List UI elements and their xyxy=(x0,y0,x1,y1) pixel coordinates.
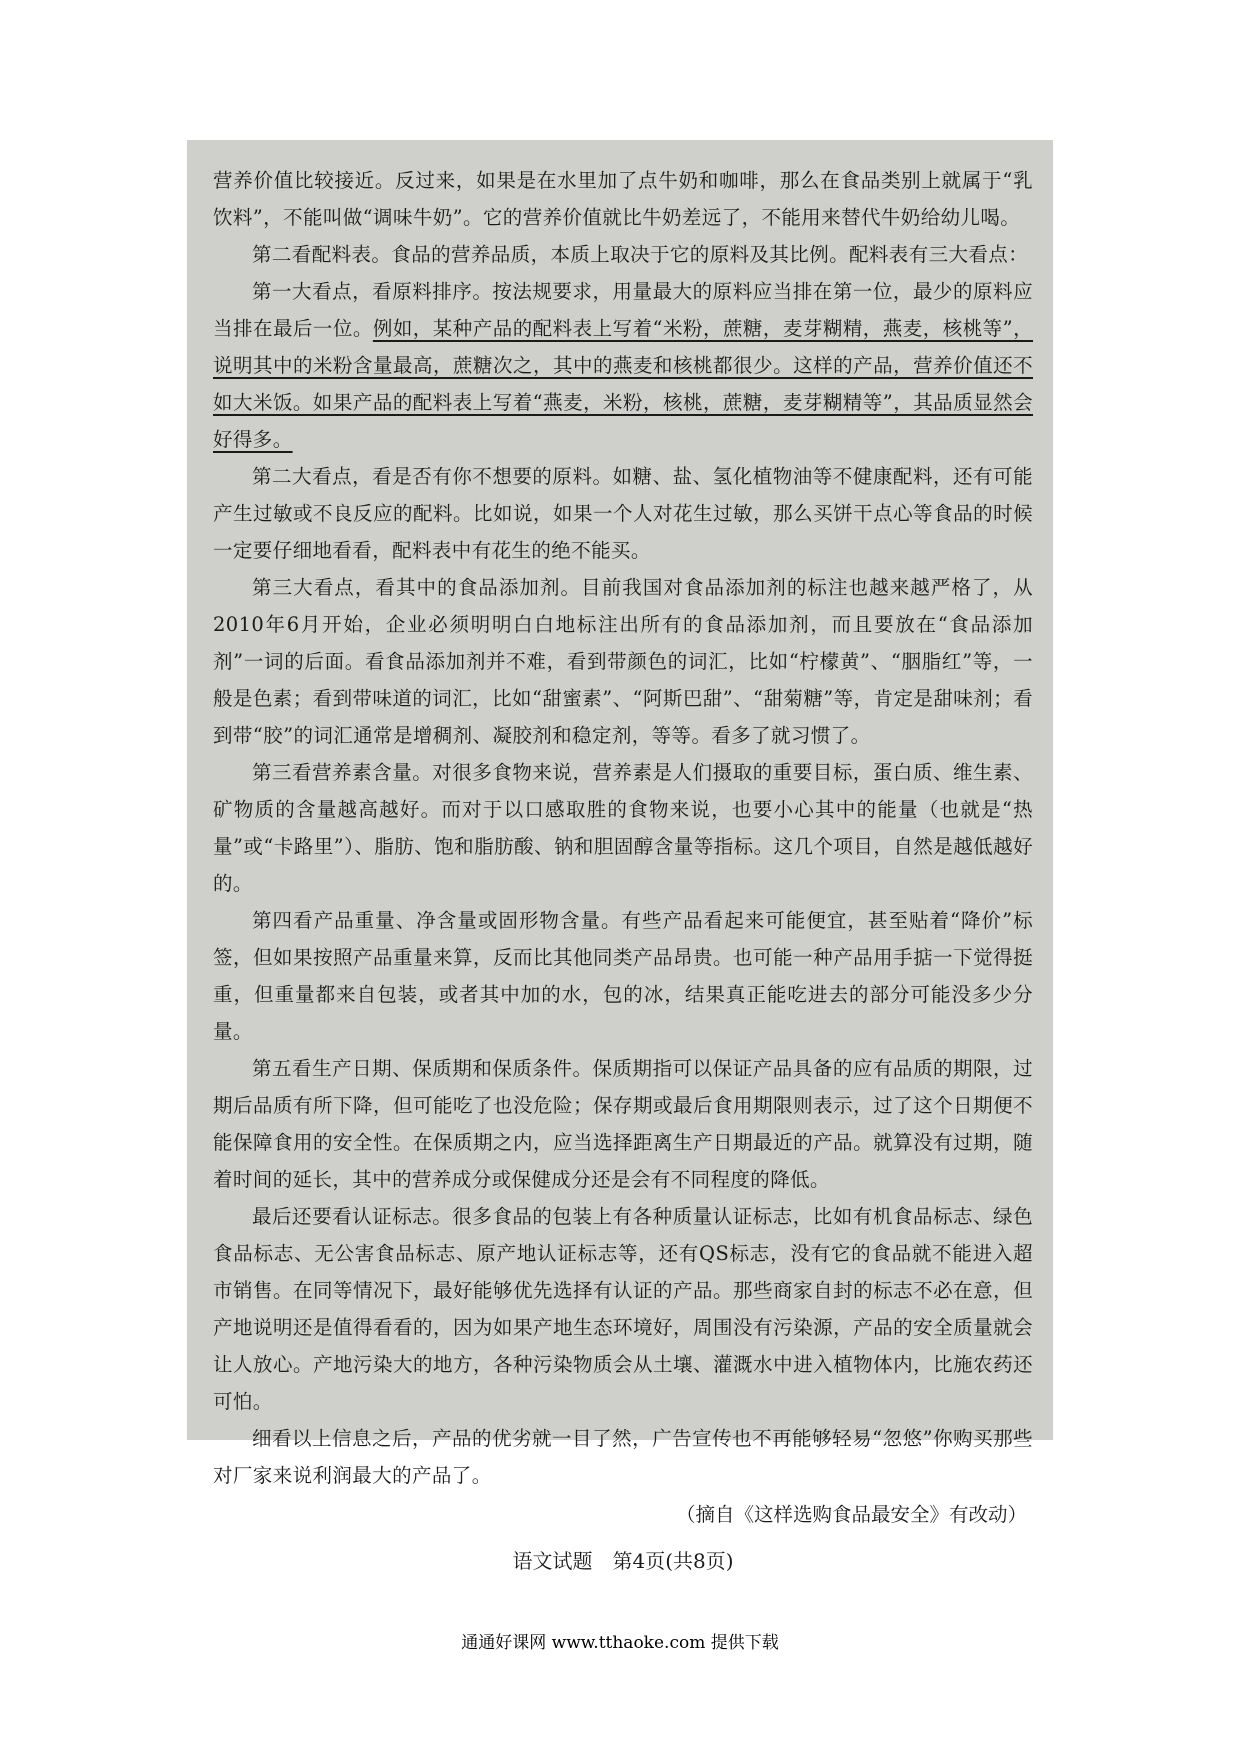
paragraph-food-additives: 第三大看点，看其中的食品添加剂。目前我国对食品添加剂的标注也越来越严格了，从2010年6月开始，企业必须明明白白地标注出所有的食品添加剂，而且要放在“食品添加剂”一词的后面。看食品添加剂并不难，看到带颜色的词汇，比如“柠檬黄”、“胭脂红”等，一般是色素；看到带味道的词汇，比如“甜蜜素”、“阿斯巴甜”、“甜菊糖”等，肯定是甜味剂；看到带“胶”的词汇通常是增稠剂、凝胶剂和稳定剂，等等。看多了就习惯了。 xyxy=(213,576,1033,747)
paragraph-conclusion: 细看以上信息之后，产品的优劣就一目了然，广告宣传也不再能够轻易“忽悠”你购买那些对厂家来说利润最大的产品了。 xyxy=(213,1427,1033,1487)
source-citation: （摘自《这样选购食品最安全》有改动） xyxy=(675,1503,1027,1526)
paragraph-certification: 最后还要看认证标志。很多食品的包装上有各种质量认证标志，比如有机食品标志、绿色食品标志、无公害食品标志、原产地认证标志等，还有QS标志，没有它的食品就不能进入超市销售。在同等情况下，最好能够优先选择有认证的产品。那些商家自封的标志不必在意，但产地说明还是值得看看的，因为如果产地生态环境好，周围没有污染源，产品的安全质量就会让人放心。产地污染大的地方，各种污染物质会从土壤、灌溉水中进入植物体内，比施农药还可怕。 xyxy=(213,1205,1033,1413)
paragraph-nutrients: 第三看营养素含量。对很多食物来说，营养素是人们摄取的重要目标，蛋白质、维生素、矿物质的含量越高越好。而对于以口感取胜的食物来说，也要小心其中的能量（也就是“热量”或“卡路里”）、脂肪、饱和脂肪酸、钠和胆固醇含量等指标。这几个项目，自然是越低越好的。 xyxy=(213,761,1033,895)
paragraph-ingredient-order xyxy=(213,273,1033,458)
paragraph-2: 第二看配料表。食品的营养品质，本质上取决于它的原料及其比例。配料表有三大看点： xyxy=(252,243,1029,266)
scanned-page xyxy=(187,140,1053,1573)
paragraph-weight: 第四看产品重量、净含量或固形物含量。有些产品看起来可能便宜，甚至贴着“降价”标签，但如果按照产品重量来算，反而比其他同类产品昂贵。也可能一种产品用手掂一下觉得挺重，但重量都来自包装，或者其中加的水，包的冰，结果真正能吃进去的部分可能没多少分量。 xyxy=(213,909,1033,1043)
underlined-passage: 例如，某种产品的配料表上写着“米粉，蔗糖，麦芽糊精，燕麦，核桃等”，说明其中的米粉含量最高，蔗糖次之，其中的燕麦和核桃都很少。这样的产品，营养价值还不如大米饭。如果产品的配料表上写着“燕麦，米粉，核桃，蔗糖，麦芽糊精等”，其品质显然会好得多。 xyxy=(213,317,1033,451)
paragraph-1: 营养价值比较接近。反过来，如果是在水里加了点牛奶和咖啡，那么在食品类别上就属于“乳饮料”，不能叫做“调味牛奶”。它的营养价值就比牛奶差远了，不能用来替代牛奶给幼儿喝。 xyxy=(213,169,1033,229)
page-footer: 语文试题 第4页(共8页) xyxy=(512,1549,734,1573)
paragraph-lead-text: 第一大看点，看原料排序。按法规要求，用量最大的原料应当排在第一位，最少的原料应当排在最后一位。 xyxy=(213,280,1033,340)
paragraph-unwanted-ingredients: 第二大看点，看是否有你不想要的原料。如糖、盐、氢化植物油等不健康配料，还有可能产生过敏或不良反应的配料。比如说，如果一个人对花生过敏，那么买饼干点心等食品的时候一定要仔细地看看，配料表中有花生的绝不能买。 xyxy=(213,465,1033,562)
download-note: 通通好课网 www.tthaoke.com 提供下载 xyxy=(461,1633,779,1653)
paragraph-shelf-life: 第五看生产日期、保质期和保质条件。保质期指可以保证产品具备的应有品质的期限，过期后品质有所下降，但可能吃了也没危险；保存期或最后食用期限则表示，过了这个日期便不能保障食用的安全性。在保质期之内，应当选择距离生产日期最近的产品。就算没有过期，随着时间的延长，其中的营养成分或保健成分还是会有不同程度的降低。 xyxy=(213,1057,1033,1191)
